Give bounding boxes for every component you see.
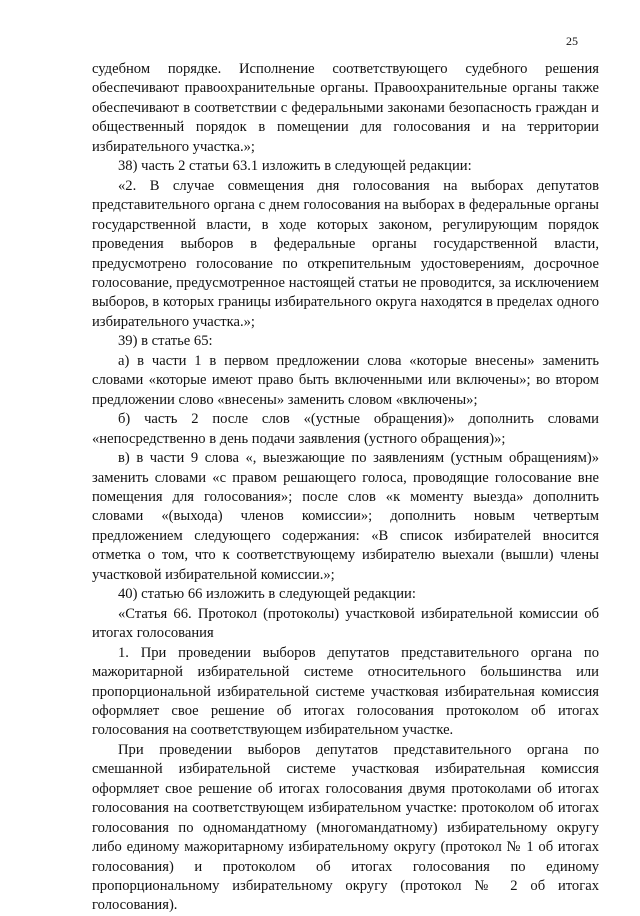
paragraph-item-39-v: в) в части 9 слова «, выезжающие по заявлениям (устным обращениям)» заменить словами «с правом решающего голоса, проводящие голосование вне помещения для голосования»; после слов «к моменту выезда» дополнить словами «(выхода) членов комиссии»; дополнить новым четвертым предложением следующего содержания: «В список избирателей вносится отметка о том, что к соответствующему избирателю выехали (вышли) члены участковой избирательной комиссии.»;: [92, 450, 599, 583]
paragraph-item-40: 40) статью 66 изложить в следующей редакции:: [118, 586, 416, 603]
paragraph-article-66-mixed-system: При проведении выборов депутатов представительного органа по смешанной избирательной системе участковая избирательная комиссия оформляет свое решение об итогах голосования двумя протоколами об итогах голосования на соответствующем избирательном участке: протоколом об итогах голосования по одномандатному (многомандатному) избирательному округу либо единому мажоритарному избирательному округу (протокол № 1 об итогах голосования) и протоколом об итогах голосования по единому пропорциональному избирательному округу (протокол № 2 об итогах голосования).: [92, 741, 599, 914]
paragraph-item-38: 38) часть 2 статьи 63.1 изложить в следующей редакции:: [118, 158, 472, 175]
paragraph-item-39-a: а) в части 1 в первом предложении слова «которые внесены» заменить словами «которые имеют право быть включенными или включены»; во втором предложении слово «внесены» заменить словом «включены»;: [92, 352, 599, 408]
page-number: 25: [566, 34, 578, 48]
paragraph-quote-article-63-1: «2. В случае совмещения дня голосования на выборах депутатов представительного органа с днем голосования на выборах в федеральные органы государственной власти, в ходе которых законом, регулирующим порядок проведения выборов в федеральные органы государственной власти, предусмотрено голосование по открепительным удостоверениям, досрочное голосование, предусмотренное настоящей статьи не проводится, за исключением выборов, в которых границы избирательного округа находятся в пределах одного избирательного участка.»;: [92, 177, 599, 330]
paragraph-continuation: судебном порядке. Исполнение соответствующего судебного решения обеспечивают правоохранительные органы. Правоохранительные органы также обеспечивают в соответствии с федеральными законами безопасность граждан и общественный порядок в помещении для голосования и на территории избирательного участка.»;: [92, 61, 599, 155]
paragraph-item-39: 39) в статье 65:: [118, 333, 213, 350]
document-body: [92, 60, 599, 916]
paragraph-item-39-b: б) часть 2 после слов «(устные обращения)» дополнить словами «непосредственно в день подачи заявления (устного обращения)»;: [92, 411, 599, 447]
article-66-heading: «Статья 66. Протокол (протоколы) участковой избирательной комиссии об итогах голосования: [92, 605, 599, 642]
paragraph-article-66-part-1: 1. При проведении выборов депутатов представительного органа по мажоритарной избирательной системе относительного большинства или пропорциональной избирательной системе участковая избирательная комиссия оформляет свое решение об итогах голосования протоколом об итогах голосования на соответствующем избирательном участке.: [92, 644, 599, 739]
